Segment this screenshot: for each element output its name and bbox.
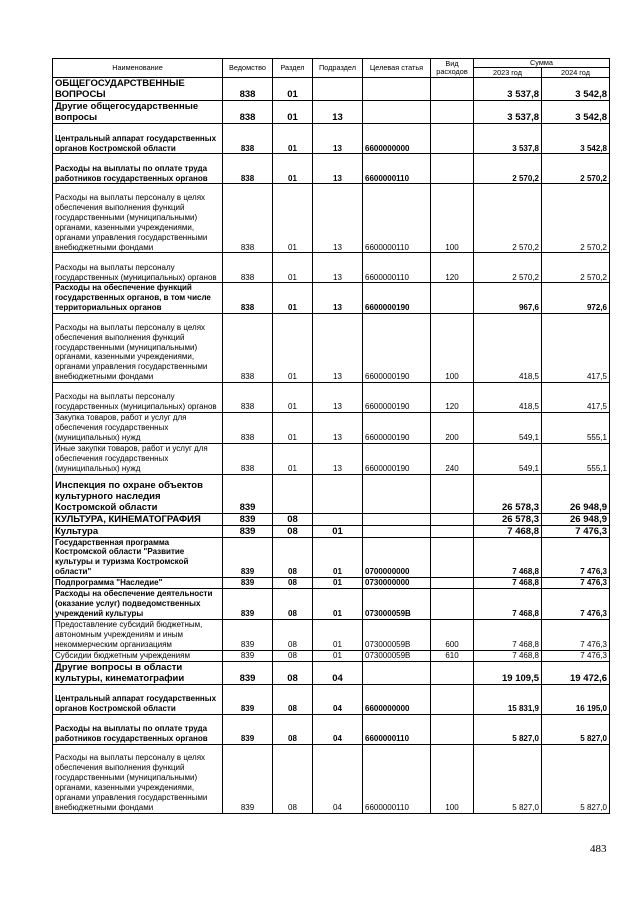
header-target: Целевая статья <box>363 59 431 78</box>
row-section: 01 <box>273 383 313 413</box>
row-target: 0730000000 <box>363 578 431 589</box>
header-subsection: Подраздел <box>313 59 363 78</box>
row-subsection: 13 <box>313 443 363 474</box>
header-name: Наименование <box>53 59 223 78</box>
row-section: 01 <box>273 154 313 184</box>
table-row <box>53 650 610 661</box>
row-department: 838 <box>223 443 273 474</box>
row-expense-type: 240 <box>431 443 474 474</box>
row-department: 838 <box>223 154 273 184</box>
header-sum: Сумма <box>474 59 610 68</box>
table-row <box>53 589 610 620</box>
row-subsection: 01 <box>313 589 363 620</box>
row-name: Иные закупки товаров, работ и услуг для обеспечения государственных (муниципальных) нужд <box>53 443 223 474</box>
row-section: 08 <box>273 684 313 714</box>
row-department: 839 <box>223 537 273 578</box>
row-expense-type: 120 <box>431 253 474 283</box>
table-row <box>53 443 610 474</box>
row-name: Другие вопросы в области культуры, кинематографии <box>53 661 223 684</box>
row-subsection: 13 <box>313 383 363 413</box>
row-sum-2023: 7 468,8 <box>474 650 542 661</box>
table-row <box>53 314 610 383</box>
row-sum-2023: 26 578,3 <box>474 513 542 525</box>
row-section: 08 <box>273 578 313 589</box>
row-name: Инспекция по охране объектов культурного наследия Костромской области <box>53 474 223 513</box>
row-subsection: 04 <box>313 744 363 813</box>
budget-table <box>52 58 610 814</box>
row-department: 839 <box>223 578 273 589</box>
row-sum-2024: 417,5 <box>542 383 610 413</box>
row-sum-2023: 418,5 <box>474 314 542 383</box>
row-name: КУЛЬТУРА, КИНЕМАТОГРАФИЯ <box>53 513 223 525</box>
row-name: Расходы на выплаты персоналу в целях обеспечения выполнения функций государственными (муниципальными) органами, казенными учреждениями, органами управления государственными внебюджетными фондами <box>53 184 223 253</box>
table-row <box>53 513 610 525</box>
row-name: Расходы на выплаты персоналу в целях обеспечения выполнения функций государственными (муниципальными) органами, казенными учреждениями, органами управления государственными внебюджетными фондами <box>53 744 223 813</box>
row-sum-2023: 7 468,8 <box>474 525 542 537</box>
table-row <box>53 184 610 253</box>
row-name: Культура <box>53 525 223 537</box>
row-department: 838 <box>223 383 273 413</box>
row-section: 01 <box>273 443 313 474</box>
row-department: 838 <box>223 124 273 154</box>
row-sum-2024: 7 476,3 <box>542 650 610 661</box>
row-section: 08 <box>273 661 313 684</box>
row-target <box>363 101 431 124</box>
row-sum-2024: 7 476,3 <box>542 578 610 589</box>
row-department: 839 <box>223 744 273 813</box>
table-row <box>53 124 610 154</box>
row-name: Расходы на обеспечение деятельности (оказание услуг) подведомственных учреждений культуры <box>53 589 223 620</box>
page-number: 483 <box>590 843 607 855</box>
row-sum-2023: 2 570,2 <box>474 154 542 184</box>
row-section: 08 <box>273 620 313 651</box>
table-row <box>53 283 610 314</box>
row-sum-2024: 2 570,2 <box>542 253 610 283</box>
table-row <box>53 620 610 651</box>
row-name: ОБЩЕГОСУДАРСТВЕННЫЕ ВОПРОСЫ <box>53 78 223 101</box>
row-name: Центральный аппарат государственных органов Костромской области <box>53 684 223 714</box>
row-name: Предоставление субсидий бюджетным, автономным учреждениям и иным некоммерческим организациям <box>53 620 223 651</box>
row-expense-type <box>431 101 474 124</box>
row-department: 838 <box>223 314 273 383</box>
row-sum-2023: 967,6 <box>474 283 542 314</box>
row-expense-type <box>431 78 474 101</box>
row-section: 01 <box>273 253 313 283</box>
row-expense-type <box>431 537 474 578</box>
row-section: 08 <box>273 650 313 661</box>
row-subsection: 01 <box>313 650 363 661</box>
row-target: 6600000110 <box>363 184 431 253</box>
row-target: 6600000190 <box>363 314 431 383</box>
row-target: 6600000190 <box>363 443 431 474</box>
table-row <box>53 383 610 413</box>
row-department: 838 <box>223 253 273 283</box>
row-target <box>363 78 431 101</box>
row-sum-2023: 26 578,3 <box>474 474 542 513</box>
row-sum-2024: 26 948,9 <box>542 513 610 525</box>
row-target: 6600000190 <box>363 413 431 444</box>
row-expense-type <box>431 124 474 154</box>
row-section: 08 <box>273 714 313 744</box>
row-subsection: 01 <box>313 578 363 589</box>
row-section: 08 <box>273 513 313 525</box>
row-target <box>363 474 431 513</box>
row-expense-type <box>431 578 474 589</box>
row-department: 839 <box>223 650 273 661</box>
row-name: Подпрограмма "Наследие" <box>53 578 223 589</box>
table-row <box>53 253 610 283</box>
row-sum-2024: 2 570,2 <box>542 184 610 253</box>
row-expense-type: 100 <box>431 744 474 813</box>
row-sum-2023: 7 468,8 <box>474 578 542 589</box>
row-sum-2023: 7 468,8 <box>474 589 542 620</box>
row-subsection: 04 <box>313 684 363 714</box>
row-expense-type <box>431 661 474 684</box>
row-name: Расходы на выплаты по оплате труда работников государственных органов <box>53 154 223 184</box>
row-sum-2024: 3 542,8 <box>542 101 610 124</box>
row-name: Расходы на выплаты персоналу в целях обеспечения выполнения функций государственными (муниципальными) органами, казенными учреждениями, органами управления государственными внебюджетными фондами <box>53 314 223 383</box>
row-name: Субсидии бюджетным учреждениям <box>53 650 223 661</box>
row-expense-type <box>431 714 474 744</box>
row-sum-2024: 555,1 <box>542 413 610 444</box>
table-row <box>53 154 610 184</box>
row-target: 0700000000 <box>363 537 431 578</box>
row-department: 839 <box>223 661 273 684</box>
row-subsection: 13 <box>313 101 363 124</box>
table-row <box>53 413 610 444</box>
row-sum-2024: 26 948,9 <box>542 474 610 513</box>
row-sum-2023: 549,1 <box>474 413 542 444</box>
row-section: 08 <box>273 589 313 620</box>
row-expense-type: 200 <box>431 413 474 444</box>
table-row <box>53 525 610 537</box>
row-target: 6600000110 <box>363 154 431 184</box>
row-subsection: 13 <box>313 283 363 314</box>
row-expense-type <box>431 589 474 620</box>
row-name: Расходы на выплаты персоналу государственных (муниципальных) органов <box>53 253 223 283</box>
row-sum-2023: 7 468,8 <box>474 620 542 651</box>
row-expense-type: 600 <box>431 620 474 651</box>
row-target: 6600000190 <box>363 283 431 314</box>
row-sum-2023: 5 827,0 <box>474 714 542 744</box>
row-expense-type <box>431 684 474 714</box>
table-body <box>53 78 610 813</box>
row-name: Центральный аппарат государственных органов Костромской области <box>53 124 223 154</box>
row-target: 6600000110 <box>363 744 431 813</box>
row-expense-type: 100 <box>431 184 474 253</box>
table-row <box>53 578 610 589</box>
row-target: 073000059В <box>363 589 431 620</box>
row-department: 839 <box>223 513 273 525</box>
row-name: Расходы на выплаты по оплате труда работников государственных органов <box>53 714 223 744</box>
table-row <box>53 714 610 744</box>
row-section: 01 <box>273 78 313 101</box>
row-sum-2024: 7 476,3 <box>542 589 610 620</box>
row-department: 839 <box>223 525 273 537</box>
row-sum-2023: 2 570,2 <box>474 184 542 253</box>
row-sum-2023: 549,1 <box>474 443 542 474</box>
row-sum-2023: 2 570,2 <box>474 253 542 283</box>
row-sum-2023: 3 537,8 <box>474 124 542 154</box>
row-sum-2024: 7 476,3 <box>542 537 610 578</box>
row-subsection <box>313 513 363 525</box>
row-sum-2024: 19 472,6 <box>542 661 610 684</box>
row-sum-2024: 555,1 <box>542 443 610 474</box>
row-sum-2023: 19 109,5 <box>474 661 542 684</box>
row-expense-type: 100 <box>431 314 474 383</box>
row-department: 838 <box>223 283 273 314</box>
row-department: 838 <box>223 184 273 253</box>
row-name: Государственная программа Костромской области "Развитие культуры и туризма Костромской области" <box>53 537 223 578</box>
row-department: 838 <box>223 413 273 444</box>
row-subsection: 04 <box>313 661 363 684</box>
row-subsection: 01 <box>313 537 363 578</box>
row-expense-type: 610 <box>431 650 474 661</box>
row-expense-type: 120 <box>431 383 474 413</box>
header-expense-type: Вид расходов <box>431 59 474 78</box>
row-sum-2024: 2 570,2 <box>542 154 610 184</box>
row-subsection: 13 <box>313 154 363 184</box>
row-target <box>363 661 431 684</box>
row-sum-2024: 16 195,0 <box>542 684 610 714</box>
row-section: 01 <box>273 124 313 154</box>
row-target <box>363 525 431 537</box>
row-subsection <box>313 474 363 513</box>
row-sum-2024: 5 827,0 <box>542 714 610 744</box>
header-year-2023: 2023 год <box>474 68 542 78</box>
header-section: Раздел <box>273 59 313 78</box>
row-subsection: 13 <box>313 124 363 154</box>
row-expense-type <box>431 525 474 537</box>
row-section: 08 <box>273 525 313 537</box>
row-department: 839 <box>223 589 273 620</box>
row-subsection: 13 <box>313 314 363 383</box>
row-name: Расходы на выплаты персоналу государственных (муниципальных) органов <box>53 383 223 413</box>
row-subsection: 01 <box>313 620 363 651</box>
row-sum-2024: 972,6 <box>542 283 610 314</box>
row-sum-2023: 5 827,0 <box>474 744 542 813</box>
row-department: 839 <box>223 684 273 714</box>
row-target: 073000059В <box>363 620 431 651</box>
row-department: 839 <box>223 714 273 744</box>
row-section: 01 <box>273 413 313 444</box>
row-section: 08 <box>273 744 313 813</box>
table-row <box>53 684 610 714</box>
row-subsection: 01 <box>313 525 363 537</box>
row-sum-2023: 7 468,8 <box>474 537 542 578</box>
header-department: Ведомство <box>223 59 273 78</box>
row-subsection: 13 <box>313 184 363 253</box>
row-target: 6600000190 <box>363 383 431 413</box>
row-expense-type <box>431 474 474 513</box>
row-sum-2024: 7 476,3 <box>542 620 610 651</box>
row-name: Другие общегосударственные вопросы <box>53 101 223 124</box>
row-sum-2024: 417,5 <box>542 314 610 383</box>
row-expense-type <box>431 154 474 184</box>
row-name: Закупка товаров, работ и услуг для обеспечения государственных (муниципальных) нужд <box>53 413 223 444</box>
row-sum-2024: 5 827,0 <box>542 744 610 813</box>
row-sum-2023: 418,5 <box>474 383 542 413</box>
row-department: 838 <box>223 101 273 124</box>
row-department: 839 <box>223 474 273 513</box>
row-target: 6600000000 <box>363 684 431 714</box>
row-sum-2024: 3 542,8 <box>542 124 610 154</box>
row-sum-2024: 7 476,3 <box>542 525 610 537</box>
row-target <box>363 513 431 525</box>
table-row <box>53 101 610 124</box>
row-subsection: 13 <box>313 253 363 283</box>
row-section: 01 <box>273 314 313 383</box>
row-section: 08 <box>273 537 313 578</box>
header-year-2024: 2024 год <box>542 68 610 78</box>
row-department: 838 <box>223 78 273 101</box>
row-target: 073000059В <box>363 650 431 661</box>
row-section: 01 <box>273 101 313 124</box>
row-subsection: 13 <box>313 413 363 444</box>
row-sum-2023: 3 537,8 <box>474 101 542 124</box>
row-target: 6600000000 <box>363 124 431 154</box>
table-row <box>53 744 610 813</box>
row-subsection: 04 <box>313 714 363 744</box>
row-expense-type <box>431 513 474 525</box>
table-row <box>53 537 610 578</box>
row-sum-2023: 3 537,8 <box>474 78 542 101</box>
row-section: 01 <box>273 283 313 314</box>
row-department: 839 <box>223 620 273 651</box>
row-target: 6600000110 <box>363 253 431 283</box>
row-subsection <box>313 78 363 101</box>
row-section <box>273 474 313 513</box>
table-row <box>53 78 610 101</box>
table-row <box>53 474 610 513</box>
row-expense-type <box>431 283 474 314</box>
row-target: 6600000110 <box>363 714 431 744</box>
row-name: Расходы на обеспечение функций государственных органов, в том числе территориальных органов <box>53 283 223 314</box>
row-section: 01 <box>273 184 313 253</box>
row-sum-2024: 3 542,8 <box>542 78 610 101</box>
row-sum-2023: 15 831,9 <box>474 684 542 714</box>
table-row <box>53 661 610 684</box>
